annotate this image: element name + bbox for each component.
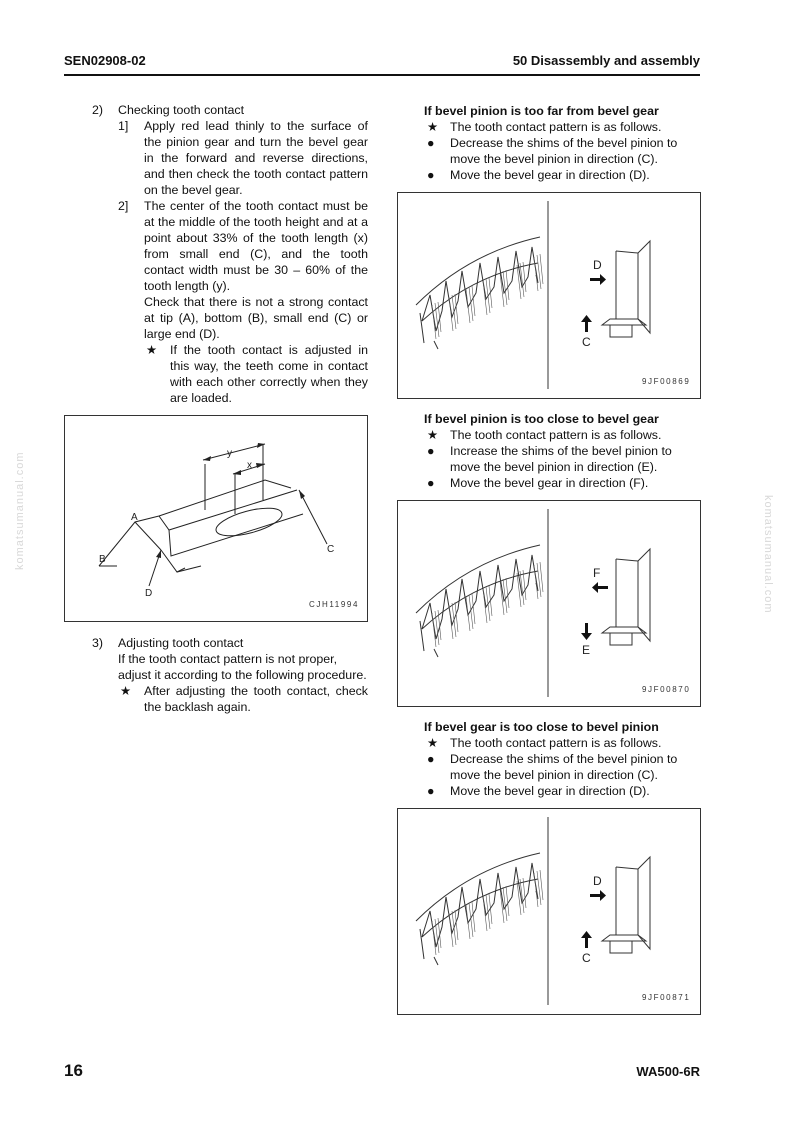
note-text: If the tooth contact is adjusted in this way, the teeth come in contact with each other correctly when they are loaded. (170, 343, 368, 405)
page-number: 16 (64, 1061, 83, 1080)
item-number: 2) (92, 103, 104, 117)
sub-step-number: 1] (118, 119, 129, 133)
item-title: Checking tooth contact (118, 103, 245, 117)
label-a: A (131, 512, 138, 523)
bullet-icon: ● (427, 752, 435, 766)
sub-step-text: Apply red lead thinly to the surface of the pinion gear and turn the bevel gear in the forward and reverse directions, and then check the tooth contact pattern on the bevel gear. (144, 119, 368, 197)
note-text: After adjusting the tooth contact, check the backlash again. (144, 684, 368, 714)
star-note: The tooth contact pattern is as follows. (450, 120, 662, 134)
gear-figure-pinion-too-far (397, 192, 701, 399)
star-note: The tooth contact pattern is as follows. (450, 736, 662, 750)
direction-label-top: D (593, 258, 602, 272)
section-heading: If bevel pinion is too far from bevel gear (424, 104, 659, 118)
figure-code: 9JF00870 (642, 685, 691, 694)
label-c: C (327, 544, 335, 555)
gear-diagram (398, 501, 700, 706)
star-icon: ★ (427, 428, 439, 442)
watermark-left: komatsumanual.com (14, 451, 26, 570)
bullet-text: Move the bevel gear in direction (D). (450, 784, 650, 798)
figure-code: CJH11994 (309, 600, 360, 609)
tooth-contact-figure (64, 415, 368, 622)
star-icon: ★ (427, 120, 439, 134)
bullet-icon: ● (427, 476, 435, 490)
bullet-text: Decrease the shims of the bevel pinion to move the bevel pinion in direction (C). (450, 752, 678, 782)
section-title: 50 Disassembly and assembly (512, 53, 700, 68)
bullet-text: Move the bevel gear in direction (D). (450, 168, 650, 182)
bevel-pinion (602, 241, 650, 337)
document-code: SEN02908-02 (64, 53, 146, 68)
bullet-text: Decrease the shims of the bevel pinion to move the bevel pinion in direction (C). (450, 136, 678, 166)
sub-step-number: 2] (118, 199, 129, 213)
direction-label-top: F (593, 566, 601, 580)
direction-label-bottom: C (582, 335, 591, 349)
sub-step-text-check: Check that there is not a strong contact at tip (A), bottom (B), small end (C) or large end (D). (144, 295, 368, 341)
star-icon: ★ (427, 736, 439, 750)
star-icon: ★ (146, 343, 158, 357)
gear-figure-gear-too-close (397, 808, 701, 1015)
label-d: D (145, 588, 153, 599)
item-text: If the tooth contact pattern is not proper, adjust it according to the following procedure. (118, 652, 367, 682)
watermark-right: komatsumanual.com (762, 495, 774, 614)
figure-code: 9JF00869 (642, 377, 691, 386)
item-adjusting-tooth-contact (92, 635, 368, 715)
direction-label-top: D (593, 874, 602, 888)
section-gear-too-close (424, 719, 704, 799)
model-name: WA500-6R (636, 1064, 700, 1079)
label-x: x (247, 460, 252, 471)
label-y: y (227, 448, 232, 459)
tooth-diagram (65, 416, 367, 621)
star-note: The tooth contact pattern is as follows. (450, 428, 662, 442)
bullet-icon: ● (427, 168, 435, 182)
direction-label-bottom: E (582, 643, 591, 657)
section-pinion-too-far (424, 103, 704, 183)
bullet-text: Move the bevel gear in direction (F). (450, 476, 649, 490)
bevel-gear-teeth (416, 853, 543, 965)
bevel-gear-teeth (416, 545, 543, 657)
item-number: 3) (92, 636, 104, 650)
section-heading: If bevel gear is too close to bevel pinion (424, 720, 659, 734)
figure-code: 9JF00871 (642, 993, 691, 1002)
direction-arrows (581, 274, 606, 332)
gear-figure-pinion-too-close (397, 500, 701, 707)
gear-diagram (398, 193, 700, 398)
direction-arrows (581, 890, 606, 948)
bullet-text: Increase the shims of the bevel pinion to move the bevel pinion in direction (E). (450, 444, 672, 474)
star-icon: ★ (120, 684, 132, 698)
direction-label-bottom: C (582, 951, 591, 965)
bullet-icon: ● (427, 784, 435, 798)
sub-step-text: The center of the tooth contact must be at the middle of the tooth height and at a point about 33% of the tooth length (x) from small end (C), and the tooth contact width must be 30 – 60% of the tooth length (y). (144, 199, 368, 293)
section-pinion-too-close (424, 411, 704, 491)
label-b: B (99, 554, 106, 565)
item-title: Adjusting tooth contact (118, 636, 244, 650)
gear-diagram (398, 809, 700, 1014)
header-rule (64, 74, 700, 76)
bevel-pinion (602, 857, 650, 953)
bevel-gear-teeth (416, 237, 543, 349)
section-heading: If bevel pinion is too close to bevel gear (424, 412, 659, 426)
bullet-icon: ● (427, 444, 435, 458)
bullet-icon: ● (427, 136, 435, 150)
item-checking-tooth-contact (92, 102, 368, 406)
bevel-pinion (602, 549, 650, 645)
